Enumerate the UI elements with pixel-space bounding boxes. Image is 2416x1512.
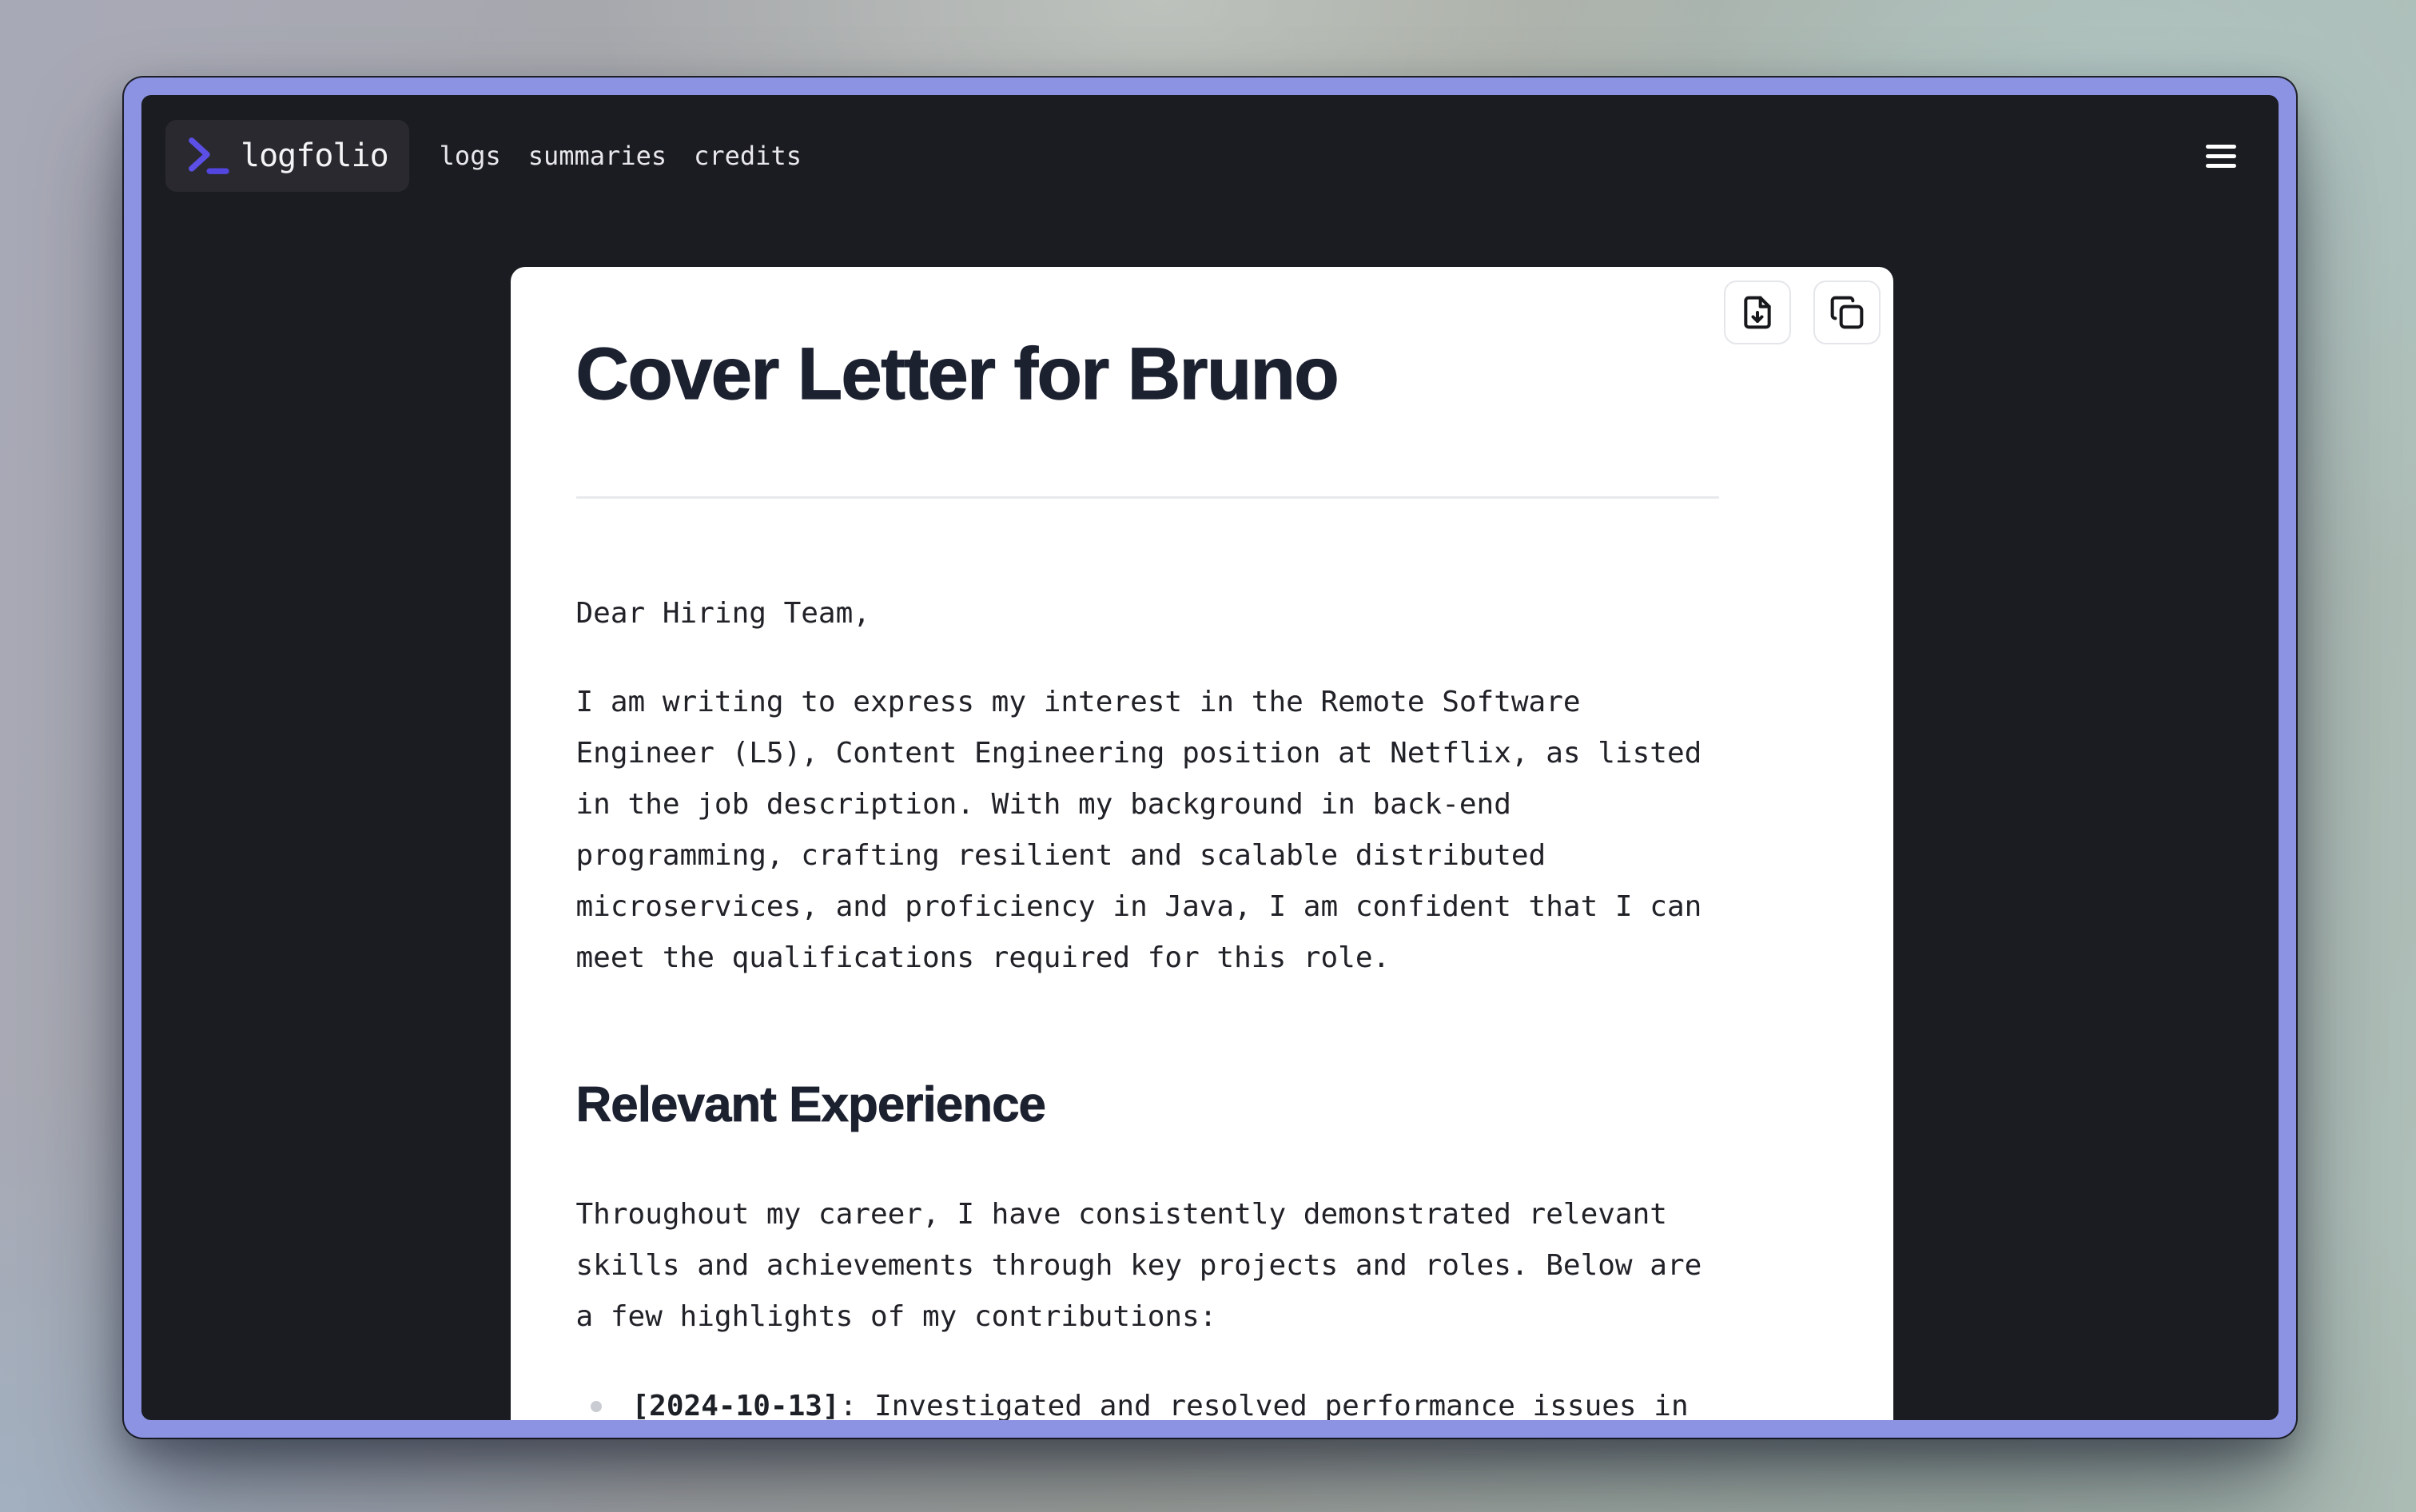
document-body <box>576 332 1719 1420</box>
copy-button[interactable] <box>1813 281 1881 344</box>
nav-link-summaries[interactable]: summaries <box>527 141 667 171</box>
brand-name: logfolio <box>241 137 388 174</box>
greeting-paragraph: Dear Hiring Team, <box>575 596 870 630</box>
nav-link-credits[interactable]: credits <box>694 141 802 171</box>
section-intro-paragraph: Throughout my career, I have consistently demonstrated relevant skills and achievements through key projects and roles. Below are a few highlights of my contributions: <box>575 1197 1702 1333</box>
navbar <box>165 120 2238 192</box>
hamburger-bar <box>2206 154 2236 158</box>
menu-button[interactable] <box>2204 137 2238 176</box>
bullet-text: : Investigated and resolved performance issues in <box>839 1389 1689 1420</box>
nav-link-logs[interactable]: logs <box>439 141 501 171</box>
divider <box>576 496 1719 499</box>
hamburger-bar <box>2206 145 2236 149</box>
window-content <box>141 95 2279 1420</box>
hamburger-bar <box>2206 164 2236 168</box>
bullet-date: [2024-10-13] <box>631 1389 840 1420</box>
section-heading: Relevant Experience <box>575 1076 1046 1132</box>
intro-paragraph: I am writing to express my interest in the Remote Software Engineer (L5), Content Engineering position at Netflix, as listed in the job description. With my background in back-end programming, crafting resilient and scalable distributed microservices, and proficiency in Java, I am confident that I can meet the qualifications required for this role. <box>575 685 1702 974</box>
nav-links <box>440 141 802 171</box>
list-item <box>576 1381 1719 1420</box>
hamburger-menu-icon <box>2206 145 2236 168</box>
bullet-dot <box>591 1401 602 1412</box>
document-card <box>511 267 1893 1420</box>
app-window <box>124 78 2296 1438</box>
page-title: Cover Letter for Bruno <box>575 333 1339 415</box>
file-download-icon <box>1740 295 1775 330</box>
highlights-list <box>576 1381 1719 1420</box>
terminal-prompt-icon <box>185 137 229 175</box>
content-area <box>165 192 2238 1420</box>
brand-logo[interactable] <box>165 120 409 192</box>
doc-actions <box>1724 281 1881 344</box>
copy-icon <box>1829 295 1865 330</box>
download-button[interactable] <box>1724 281 1791 344</box>
